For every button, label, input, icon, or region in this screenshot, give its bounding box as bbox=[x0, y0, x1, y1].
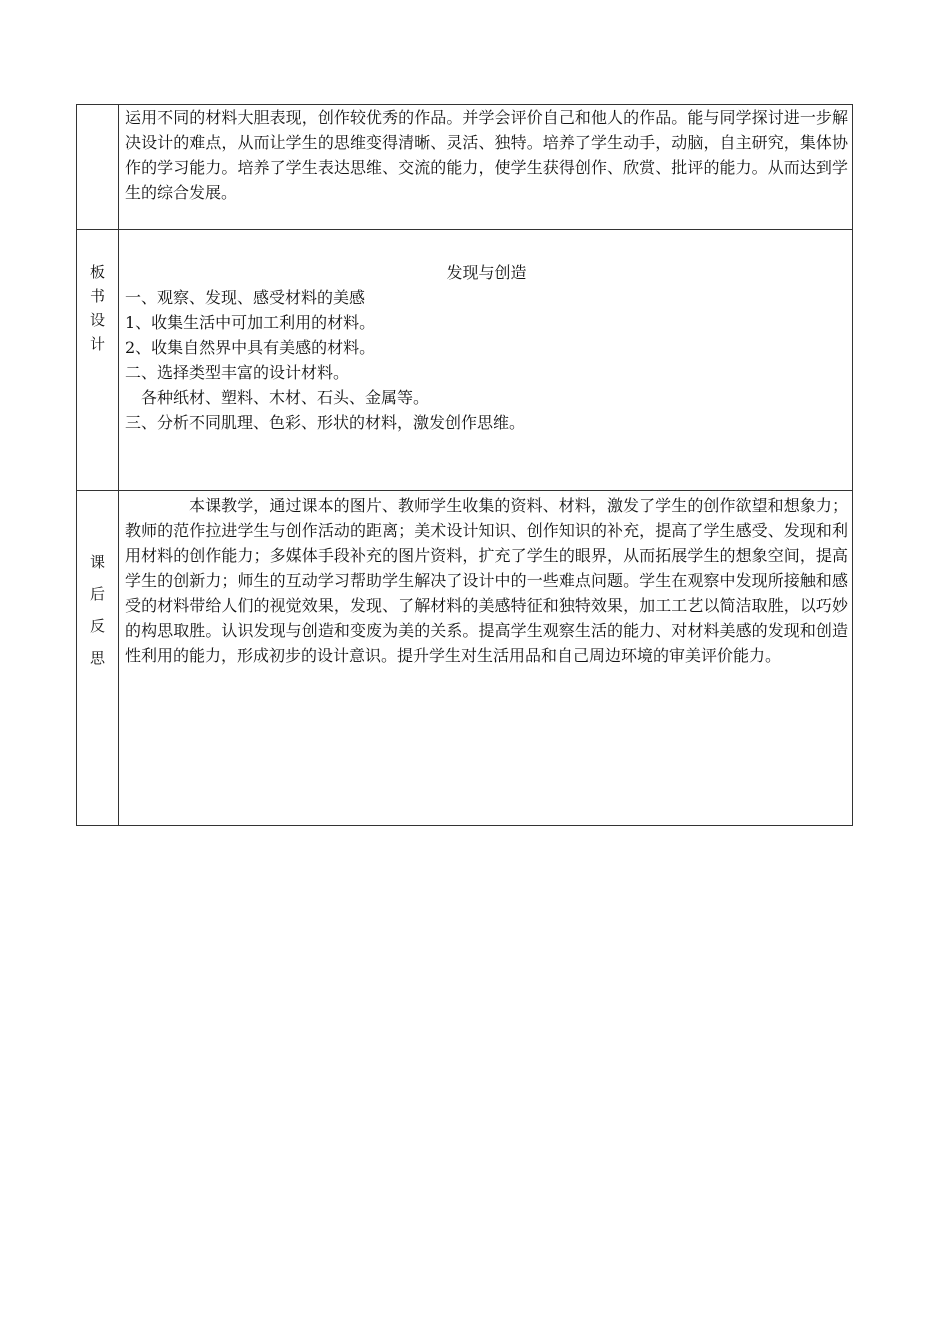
board-design-content-cell bbox=[119, 230, 853, 491]
board-design-line: 一、观察、发现、感受材料的美感 bbox=[125, 288, 366, 307]
board-design-row bbox=[77, 230, 853, 491]
reflection-text: 本课教学，通过课本的图片、教师学生收集的资料、材料，激发了学生的创作欲望和想象力；教师的范作拉进学生与创作活动的距离；美术设计知识、创作知识的补充，提高了学生感受、发现和利用材料的创作能力；多媒体手段补充的图片资料，扩充了学生的眼界，从而拓展学生的想象空间，提高学生的创新力；师生的互动学习帮助学生解决了设计中的一些难点问题。学生在观察中发现所接触和感受的材料带给人们的视觉效果，发现、了解材料的美感特征和独特效果，加工工艺以简洁取胜，以巧妙的构思取胜。认识发现与创造和变废为美的关系。提高学生观察生活的能力、对材料美感的发现和创造性利用的能力，形成初步的设计意识。提升学生对生活用品和自己周边环境的审美评价能力。 bbox=[125, 496, 848, 665]
board-design-line: 三、分析不同肌理、色彩、形状的材料，激发创作思维。 bbox=[125, 413, 526, 432]
continuation-text: 运用不同的材料大胆表现，创作较优秀的作品。并学会评价自己和他人的作品。能与同学探讨进一步解决设计的难点，从而让学生的思维变得清晰、灵活、独特。培养了学生动手，动脑，自主研究，集体协作的学习能力。培养了学生表达思维、交流的能力，使学生获得创作、欣赏、批评的能力。从而达到学生的综合发展。 bbox=[125, 108, 848, 202]
board-design-label-char: 设 bbox=[89, 311, 105, 329]
board-design-label-char: 板 bbox=[89, 263, 105, 281]
board-design-label bbox=[77, 230, 118, 356]
reflection-content-cell bbox=[119, 491, 853, 826]
reflection-label-char: 后 bbox=[89, 585, 105, 603]
reflection-label-char: 反 bbox=[89, 617, 105, 635]
continuation-label-cell bbox=[77, 105, 119, 230]
board-design-line: 各种纸材、塑料、木材、石头、金属等。 bbox=[141, 388, 430, 407]
reflection-label-cell bbox=[77, 491, 119, 826]
board-design-line: 1、收集生活中可加工利用的材料。 bbox=[125, 313, 376, 332]
reflection-label bbox=[77, 491, 118, 675]
board-design-label-char: 书 bbox=[89, 287, 105, 305]
continuation-content-cell bbox=[119, 105, 853, 230]
board-design-line: 二、选择类型丰富的设计材料。 bbox=[125, 363, 350, 382]
lesson-plan-table bbox=[76, 104, 853, 826]
board-design-line: 2、收集自然界中具有美感的材料。 bbox=[125, 338, 376, 357]
reflection-row bbox=[77, 491, 853, 826]
board-design-label-cell bbox=[77, 230, 119, 491]
reflection-label-char: 思 bbox=[89, 649, 105, 667]
board-design-title: 发现与创造 bbox=[446, 263, 527, 282]
reflection-label-char: 课 bbox=[89, 553, 105, 571]
board-design-label-char: 计 bbox=[89, 335, 105, 353]
continuation-row bbox=[77, 105, 853, 230]
